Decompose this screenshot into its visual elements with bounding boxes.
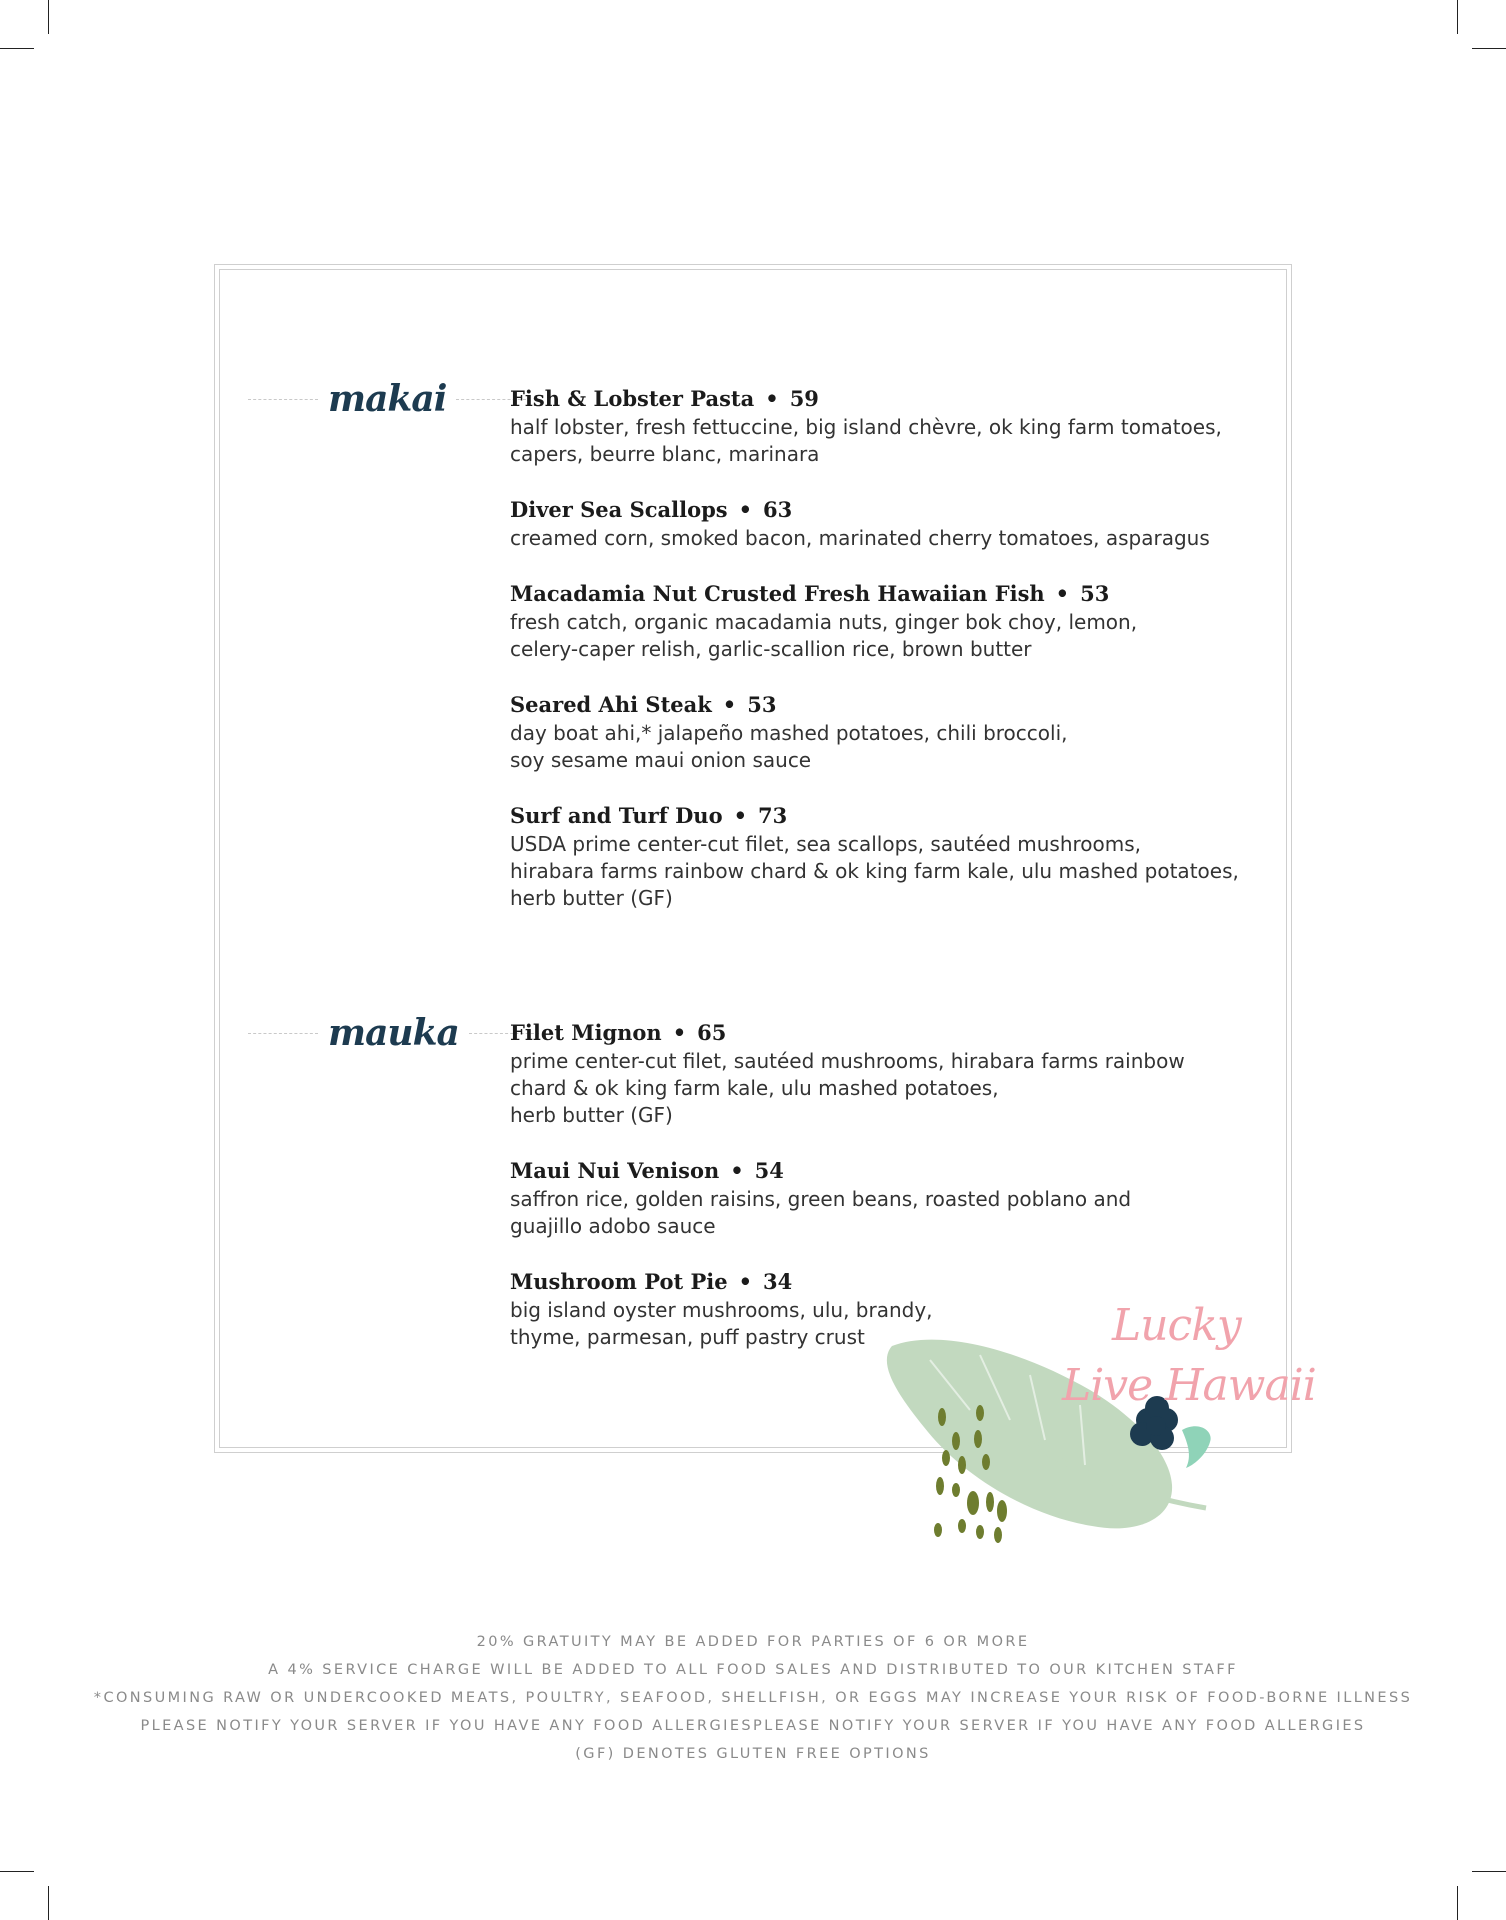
tagline-lucky: Lucky [1112, 1300, 1241, 1351]
menu-item [510, 1018, 1270, 1129]
separator-dot: • [672, 1020, 687, 1045]
crop-mark [48, 0, 49, 34]
section-title: mauka [328, 1012, 459, 1054]
item-name: Fish & Lobster Pasta [510, 386, 755, 411]
footer-line: *CONSUMING RAW OR UNDERCOOKED MEATS, POULTRY, SEAFOOD, SHELLFISH, OR EGGS MAY INCREASE YOUR RISK OF FOOD-BORNE ILLNESS [93, 1690, 1413, 1706]
crop-mark [1457, 1886, 1458, 1920]
item-description-line: thyme, parmesan, puff pastry crust [510, 1325, 865, 1349]
item-description-line: celery-caper relish, garlic-scallion rice, brown butter [510, 637, 1032, 661]
label-rule [248, 399, 318, 400]
item-price: 73 [758, 803, 788, 828]
item-title [510, 801, 1270, 831]
item-title [510, 1156, 1270, 1186]
item-name: Macadamia Nut Crusted Fresh Hawaiian Fish [510, 581, 1045, 606]
item-description-line: half lobster, fresh fettuccine, big island chèvre, ok king farm tomatoes, [510, 415, 1222, 439]
item-name: Diver Sea Scallops [510, 497, 728, 522]
menu-item [510, 384, 1270, 468]
item-description-line: USDA prime center-cut filet, sea scallops, sautéed mushrooms, [510, 832, 1142, 856]
separator-dot: • [1055, 581, 1070, 606]
menu-item [510, 1156, 1270, 1240]
section-label-makai [248, 378, 526, 420]
item-price: 54 [754, 1158, 784, 1183]
footer-line: 20% GRATUITY MAY BE ADDED FOR PARTIES OF 6 OR MORE [476, 1634, 1030, 1650]
item-description-line: big island oyster mushrooms, ulu, brandy, [510, 1298, 933, 1322]
item-description-line: day boat ahi,* jalapeño mashed potatoes, chili broccoli, [510, 721, 1068, 745]
crop-mark [1457, 0, 1458, 34]
item-name: Maui Nui Venison [510, 1158, 720, 1183]
item-description-line: capers, beurre blanc, marinara [510, 442, 820, 466]
item-description-line: hirabara farms rainbow chard & ok king farm kale, ulu mashed potatoes, [510, 859, 1239, 883]
label-rule [248, 1033, 318, 1034]
item-description-line: chard & ok king farm kale, ulu mashed potatoes, [510, 1076, 999, 1100]
item-description-line: soy sesame maui onion sauce [510, 748, 812, 772]
item-title [510, 495, 1270, 525]
separator-dot: • [733, 803, 748, 828]
item-price: 65 [697, 1020, 727, 1045]
footer-line: PLEASE NOTIFY YOUR SERVER IF YOU HAVE ANY FOOD ALLERGIESPLEASE NOTIFY YOUR SERVER IF YOU HAVE ANY FOOD ALLERGIES [140, 1718, 1366, 1734]
footer-line: (GF) DENOTES GLUTEN FREE OPTIONS [575, 1746, 931, 1762]
item-title [510, 1018, 1270, 1048]
item-description-line: creamed corn, smoked bacon, marinated cherry tomatoes, asparagus [510, 526, 1210, 550]
menu-items-makai [510, 384, 1270, 939]
tagline-live-hawaii: Live Hawaii [1062, 1360, 1316, 1411]
item-description-line: guajillo adobo sauce [510, 1214, 716, 1238]
item-price: 34 [763, 1269, 793, 1294]
menu-item [510, 690, 1270, 774]
item-description-line: saffron rice, golden raisins, green beans, roasted poblano and [510, 1187, 1132, 1211]
crop-mark [48, 1886, 49, 1920]
separator-dot: • [722, 692, 737, 717]
crop-mark [1472, 1871, 1506, 1872]
item-name: Filet Mignon [510, 1020, 662, 1045]
item-description-line: herb butter (GF) [510, 886, 673, 910]
item-description-line: prime center-cut filet, sautéed mushrooms, hirabara farms rainbow [510, 1049, 1185, 1073]
menu-item [510, 495, 1270, 552]
sprout-icon [1182, 1426, 1211, 1468]
item-price: 53 [1080, 581, 1110, 606]
footer-line: A 4% SERVICE CHARGE WILL BE ADDED TO ALL FOOD SALES AND DISTRIBUTED TO OUR KITCHEN STAFF [268, 1662, 1238, 1678]
separator-dot: • [765, 386, 779, 411]
item-title [510, 384, 1270, 414]
item-description-line: herb butter (GF) [510, 1103, 673, 1127]
crop-mark [0, 48, 34, 49]
separator-dot: • [738, 1269, 753, 1294]
crop-mark [1472, 48, 1506, 49]
item-title [510, 690, 1270, 720]
section-label-mauka [248, 1012, 539, 1054]
item-price: 59 [789, 386, 819, 411]
item-price: 53 [747, 692, 777, 717]
crop-mark [0, 1871, 34, 1872]
menu-item [510, 579, 1270, 663]
item-description-line: fresh catch, organic macadamia nuts, ginger bok choy, lemon, [510, 610, 1138, 634]
item-name: Surf and Turf Duo [510, 803, 723, 828]
item-price: 63 [763, 497, 793, 522]
footer-notes [0, 1628, 1506, 1768]
menu-item [510, 801, 1270, 912]
separator-dot: • [730, 1158, 744, 1183]
item-title [510, 579, 1270, 609]
item-name: Mushroom Pot Pie [510, 1269, 728, 1294]
separator-dot: • [738, 497, 753, 522]
item-title [510, 1267, 1270, 1297]
section-title: makai [328, 378, 447, 420]
leaf-illustration [870, 1320, 1220, 1550]
item-name: Seared Ahi Steak [510, 692, 712, 717]
